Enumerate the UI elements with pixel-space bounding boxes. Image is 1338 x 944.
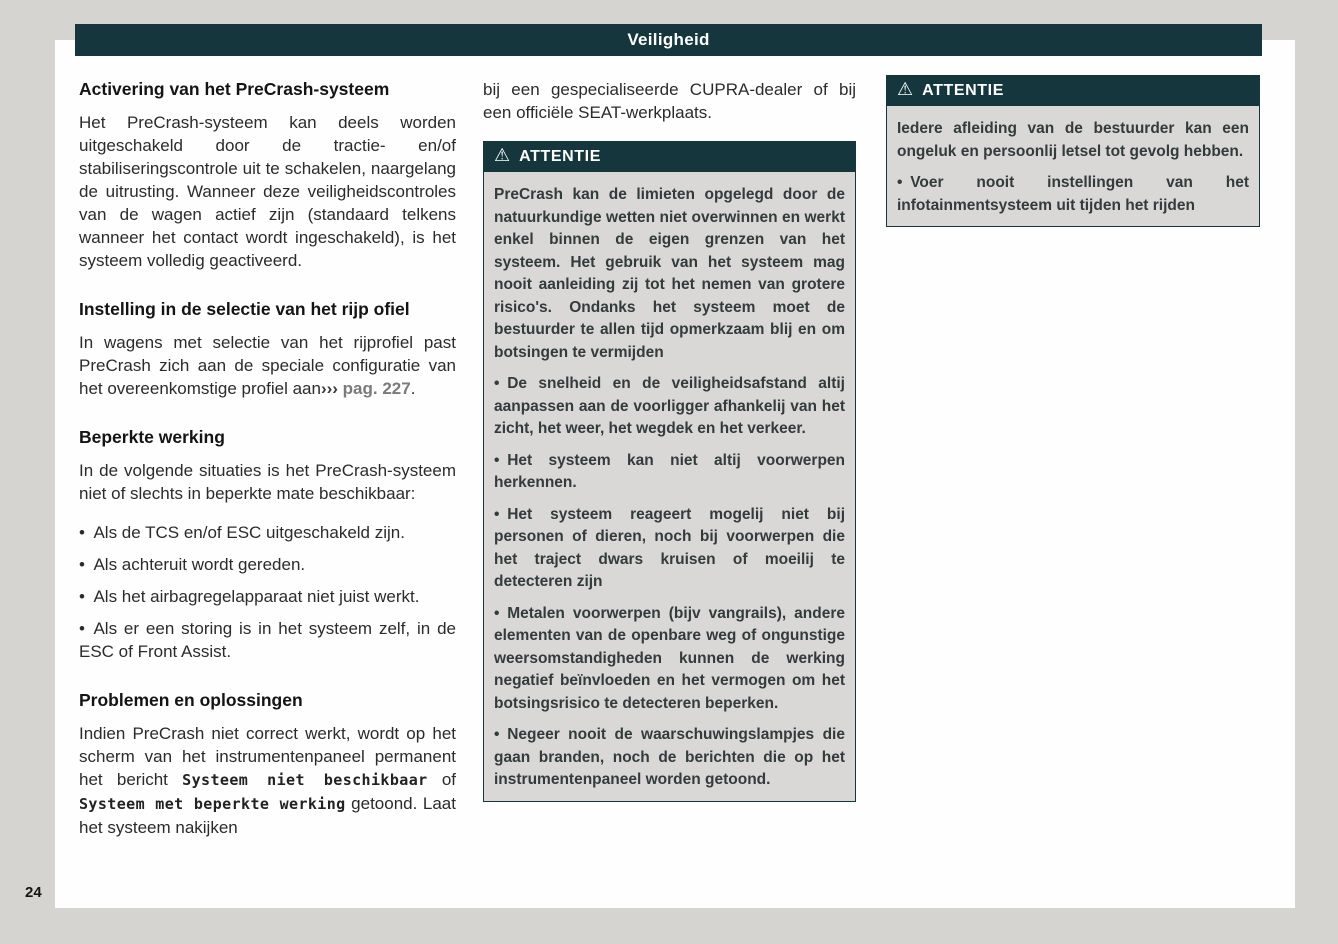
paragraph-profile-text: In wagens met selectie van het rijprofiel past PreCrash zich aan de speciale configuratie van het overeenkomstige profiel aan [79, 333, 456, 398]
list-item: • Als er een storing is in het systeem zelf, in de ESC of Front Assist. [79, 617, 456, 663]
attention-lead: PreCrash kan de limieten opgelegd door de natuurkundige wetten niet overwinnen en werkt enkel binnen de eigen grenzen van het systeem. Het gebruik van het systeem mag nooit aanleiding zij tot het nemen van grotere risico's. Ondanks het systeem moet de bestuurder te allen tijd opmerkzaam blij en om botsingen te vermijden [494, 186, 845, 361]
column-left [79, 78, 456, 851]
section-heading-limited-operation: Beperkte werking [79, 427, 225, 447]
chapter-header-bar [75, 24, 1262, 56]
cross-reference-arrows-icon: ››› [320, 379, 338, 398]
attention-list-item: • De snelheid en de veiligheidsafstand altij aanpassen aan de voorligger afhankelij van het zicht, het weer, het wegdek en het verkeer. [494, 373, 845, 441]
attention-header [483, 141, 856, 172]
attention-body [483, 172, 856, 802]
paragraph-problems-text-3: getoond. Laat het systeem nakijken [79, 794, 456, 837]
page-number: 24 [25, 884, 42, 901]
warning-triangle-icon: ⚠ [897, 78, 914, 100]
paragraph-dealer: bij een gespecialiseerde CUPRA-dealer of bij een officiële SEAT-werkplaats. [483, 80, 856, 122]
cross-reference-link[interactable]: pag. 227 [337, 379, 411, 398]
attention-list-item: • Het systeem kan niet altij voorwerpen herkennen. [494, 450, 845, 495]
column-right [886, 75, 1260, 227]
paragraph-profile [79, 331, 456, 400]
attention-list-item: • Voer nooit instellingen van het infotainmentsysteem uit tijden het rijden [897, 172, 1249, 217]
warning-triangle-icon: ⚠ [494, 144, 511, 166]
paragraph-limited-operation: In de volgende situaties is het PreCrash-systeem niet of slechts in beperkte mate beschikbaar: [79, 461, 456, 503]
section-heading-problems: Problemen en oplossingen [79, 690, 303, 710]
attention-box-precrash [483, 141, 856, 802]
attention-box-distraction [886, 75, 1260, 227]
attention-title: ATTENTIE [519, 147, 601, 165]
paragraph-problems-text-1: Indien PreCrash niet correct werkt, wordt op het scherm van het instrumentenpaneel permanent het bericht [79, 724, 456, 789]
display-message-2: Systeem met beperkte werking [79, 795, 346, 813]
attention-header [886, 75, 1260, 106]
section-heading-profile: Instelling in de selectie van het rijp ofiel [79, 299, 410, 319]
attention-list-item: • Het systeem reageert mogelij niet bij personen of dieren, noch bij voorwerpen die het traject dwars kruisen of moeilij te detecteren zijn [494, 504, 845, 594]
list-item: • Als het airbagregelapparaat niet juist werkt. [79, 585, 456, 608]
list-item: • Als de TCS en/of ESC uitgeschakeld zijn. [79, 521, 456, 544]
attention-title: ATTENTIE [922, 81, 1004, 99]
chapter-title: Veiligheid [627, 30, 710, 49]
paragraph-problems [79, 722, 456, 839]
column-middle [483, 78, 856, 802]
attention-body [886, 106, 1260, 227]
attention-list-item: • Metalen voorwerpen (bijv vangrails), andere elementen van de openbare weg of ongunstige weersomstandigheden kunnen de werking negatief beïnvloeden en het vermogen om het botsingsrisico te detecteren beperken. [494, 603, 845, 716]
paragraph-activation: Het PreCrash-systeem kan deels worden uitgeschakeld door de tractie- en/of stabiliseringscontrole uit te schakelen, naargelang de uitrusting. Wanneer deze veiligheidscontroles van de wagen actief zijn (standaard telkens wanneer het contact wordt ingeschakeld), is het systeem volledig geactiveerd. [79, 113, 456, 270]
attention-list-item: • Negeer nooit de waarschuwingslampjes die gaan branden, noch de berichten die op het instrumentenpaneel worden getoond. [494, 724, 845, 792]
display-message-1: Systeem niet beschikbaar [182, 771, 428, 789]
paragraph-profile-period: . [410, 379, 416, 398]
paragraph-problems-text-2: of [427, 770, 457, 789]
list-item: • Als achteruit wordt gereden. [79, 553, 456, 576]
section-heading-activation: Activering van het PreCrash-systeem [79, 79, 390, 99]
attention-lead: Iedere afleiding van de bestuurder kan een ongeluk en persoonlij letsel tot gevolg hebben. [897, 120, 1249, 160]
